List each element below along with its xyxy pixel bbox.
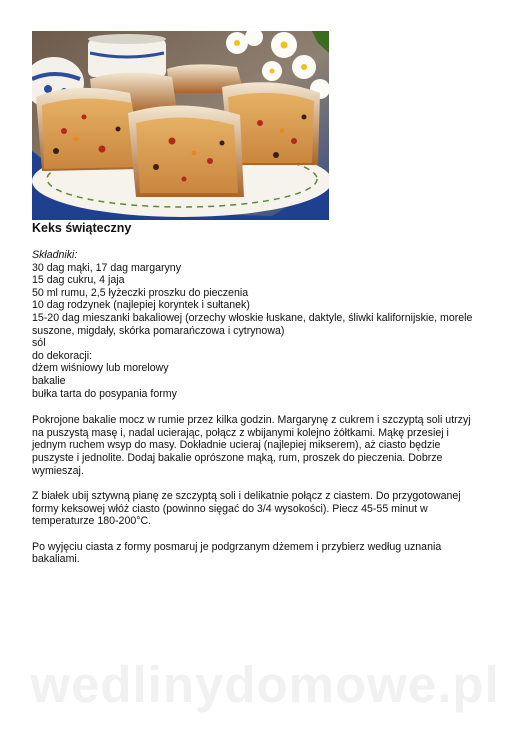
ingredient-line: 30 dag mąki, 17 dag margaryny [32,261,181,274]
step-line: bakaliami. [32,553,80,566]
ingredient-list [32,262,502,401]
ingredient-line: bułka tarta do posypania formy [32,387,177,400]
ingredient-line: 15-20 dag mieszanki bakaliowej (orzechy włoskie łuskane, daktyle, śliwki kalifornijskie, morele [32,311,473,324]
ingredient-line: 10 dag rodzynek (najlepiej koryntek i sułtanek) [32,299,250,312]
step-line: jednym ruchem wsyp do masy. Dokładnie ucieraj (najlepiej mikserem), aż ciasto będzie [32,439,441,452]
step-paragraph [32,541,502,566]
ingredient-line: sól [32,337,46,350]
ingredient-line: bakalie [32,374,66,387]
ingredient-line: 15 dag cukru, 4 jaja [32,274,125,287]
step-paragraph [32,490,502,528]
ingredients-heading: Składniki: [32,249,78,261]
recipe-body [32,249,502,566]
site-watermark: wedlinydomowe.pl [30,656,500,713]
step-line: Z białek ubij sztywną pianę ze szczyptą soli i delikatnie połącz z ciastem. Do przygotowanej [32,490,461,503]
step-line: Po wyjęciu ciasta z formy posmaruj je podgrzanym dżemem i przybierz według uznania [32,540,442,553]
recipe-title: Keks świąteczny [32,221,132,235]
step-line: na puszystą masę i, nadal ucierając, połącz z wbijanymi kolejno żółtkami. Mąkę przesiej i [32,426,449,439]
step-line: wymieszaj. [32,464,84,477]
step-line: temperaturze 180-200°C. [32,515,152,528]
step-paragraph [32,414,502,477]
step-line: Pokrojone bakalie mocz w rumie przez kilka godzin. Margarynę z cukrem i szczyptą soli utrzyj [32,414,471,427]
step-line: formy keksowej włóż ciasto (powinno sięgać do 3/4 wysokości). Piecz 45-55 minut w [32,502,428,515]
recipe-photo [32,31,329,220]
step-line: puszyste i jednolite. Dodaj bakalie oprószone mąką, rum, proszek do pieczenia. Dobrze [32,451,443,464]
ingredient-line: dżem wiśniowy lub morelowy [32,362,169,375]
ingredient-line: do dekoracji: [32,349,93,362]
ingredient-line: suszone, migdały, skórka pomarańczowa i cytrynowa) [32,324,285,337]
ingredient-line: 50 ml rumu, 2,5 łyżeczki proszku do pieczenia [32,286,249,299]
